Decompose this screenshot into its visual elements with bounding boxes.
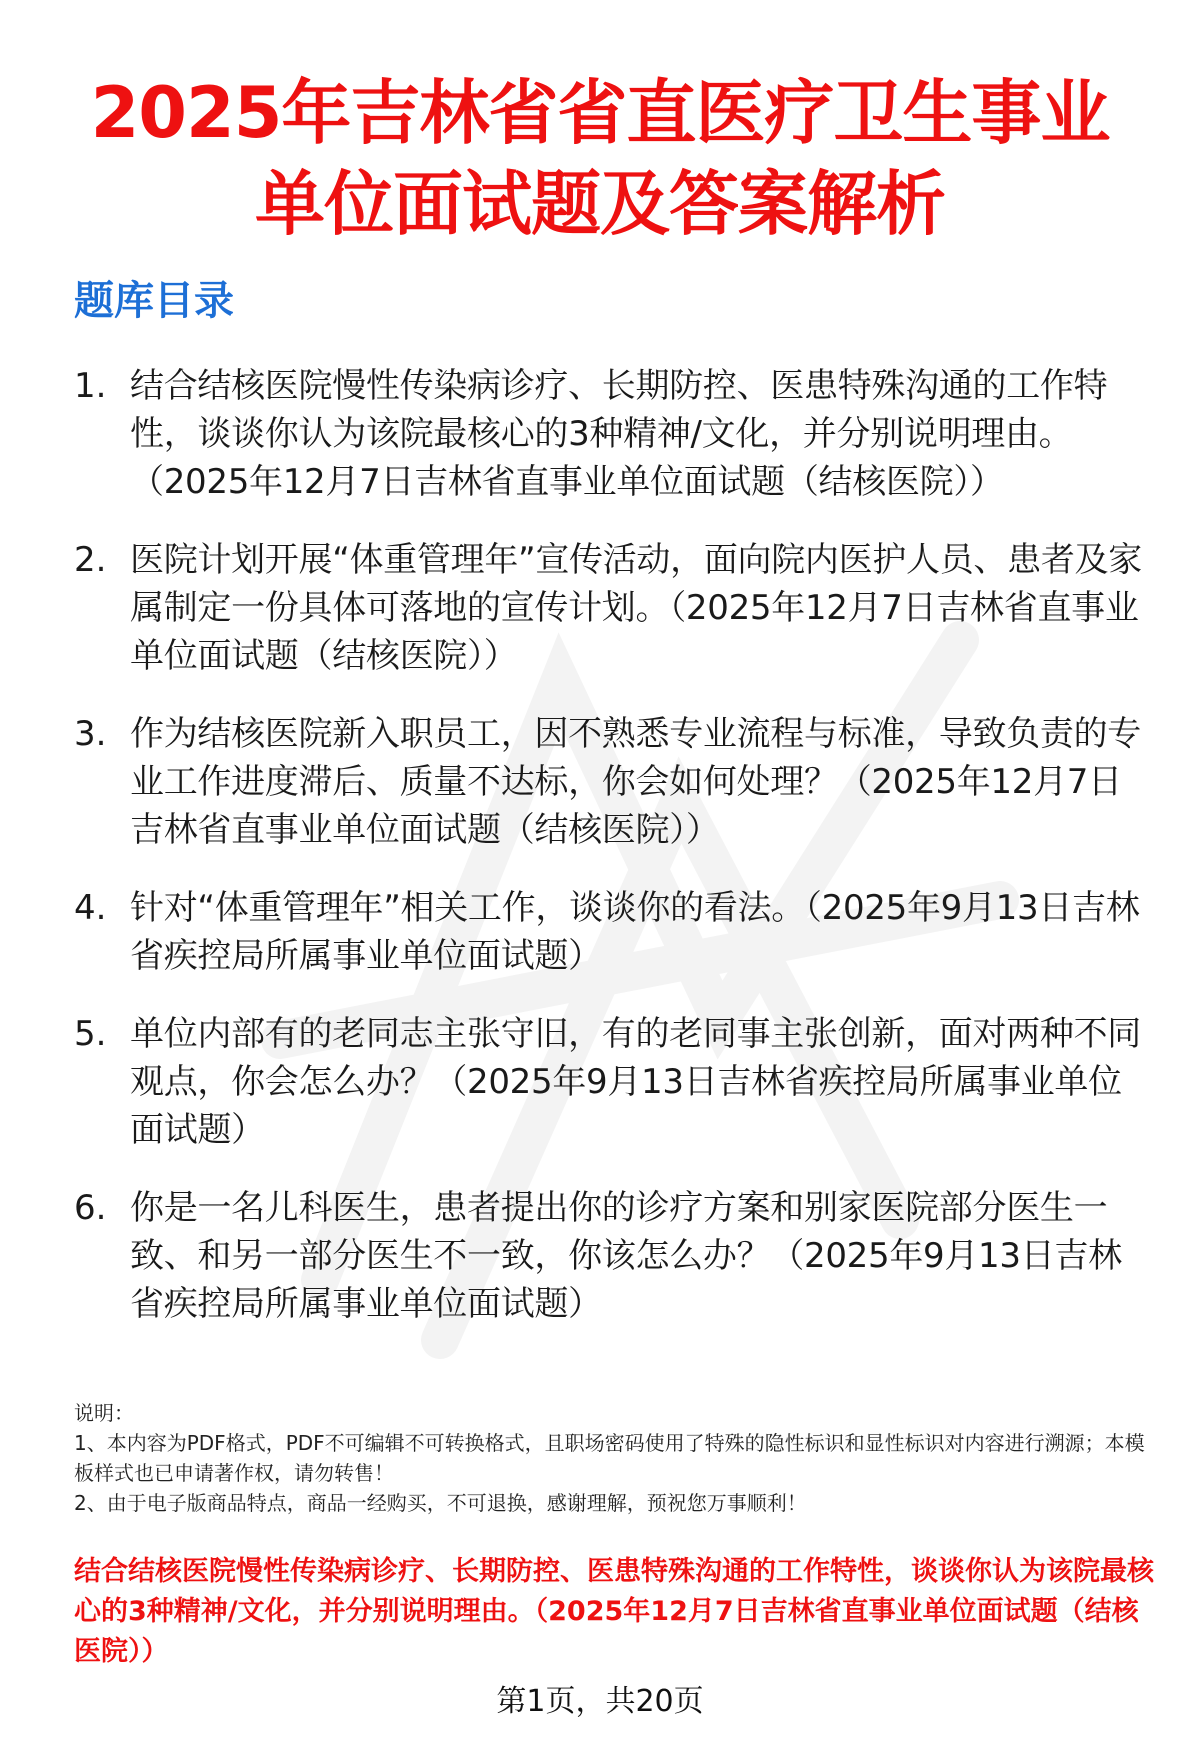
note-label: 说明： <box>74 1401 134 1425</box>
question-text: 医院计划开展“体重管理年”宣传活动，面向院内医护人员、患者及家属制定一份具体可落地的宣传计划。（2025年12月7日吉林省直事业单位面试题（结核医院）） <box>130 540 1142 676</box>
question-text: 结合结核医院慢性传染病诊疗、长期防控、医患特殊沟通的工作特性，谈谈你认为该院最核心的3种精神/文化，并分别说明理由。（2025年12月7日吉林省直事业单位面试题（结核医院）） <box>130 366 1108 502</box>
note-line-1: 1、本内容为PDF格式，PDF不可编辑不可转换格式，且职场密码使用了特殊的隐性标识和显性标识对内容进行溯源；本模板样式也已申请著作权，请勿转售！ <box>74 1431 1145 1485</box>
list-item <box>74 710 1154 854</box>
question-text: 针对“体重管理年”相关工作，谈谈你的看法。（2025年9月13日吉林省疾控局所属事业单位面试题） <box>130 888 1140 976</box>
toc-heading: 题库目录 <box>74 278 234 324</box>
disclaimer-note <box>74 1398 1164 1518</box>
list-item <box>74 1010 1154 1154</box>
question-text: 单位内部有的老同志主张守旧，有的老同事主张创新，面对两种不同观点，你会怎么办？（2025年9月13日吉林省疾控局所属事业单位面试题） <box>130 1014 1141 1150</box>
question-text: 作为结核医院新入职员工，因不熟悉专业流程与标准，导致负责的专业工作进度滞后、质量不达标，你会如何处理？（2025年12月7日吉林省直事业单位面试题（结核医院）） <box>130 714 1141 850</box>
question-number: 3. <box>74 714 107 754</box>
list-item <box>74 1184 1154 1328</box>
list-item <box>74 536 1154 680</box>
question-text: 你是一名儿科医生，患者提出你的诊疗方案和别家医院部分医生一致、和另一部分医生不一致，你该怎么办？（2025年9月13日吉林省疾控局所属事业单位面试题） <box>130 1188 1122 1324</box>
question-heading: 结合结核医院慢性传染病诊疗、长期防控、医患特殊沟通的工作特性，谈谈你认为该院最核心的3种精神/文化，并分别说明理由。（2025年12月7日吉林省直事业单位面试题（结核医院）） <box>74 1556 1154 1667</box>
question-number: 6. <box>74 1188 107 1228</box>
question-number: 1. <box>74 366 107 406</box>
question-number: 4. <box>74 888 107 928</box>
document-title: 2025年吉林省省直医疗卫生事业单位面试题及答案解析 <box>90 72 1110 245</box>
question-number: 2. <box>74 540 107 580</box>
note-line-2: 2、由于电子版商品特点，商品一经购买，不可退换，感谢理解，预祝您万事顺利！ <box>74 1491 807 1515</box>
question-list <box>74 362 1154 1358</box>
question-number: 5. <box>74 1014 107 1054</box>
page-number: 第1页，共20页 <box>496 1684 704 1719</box>
list-item <box>74 884 1154 980</box>
list-item <box>74 362 1154 506</box>
